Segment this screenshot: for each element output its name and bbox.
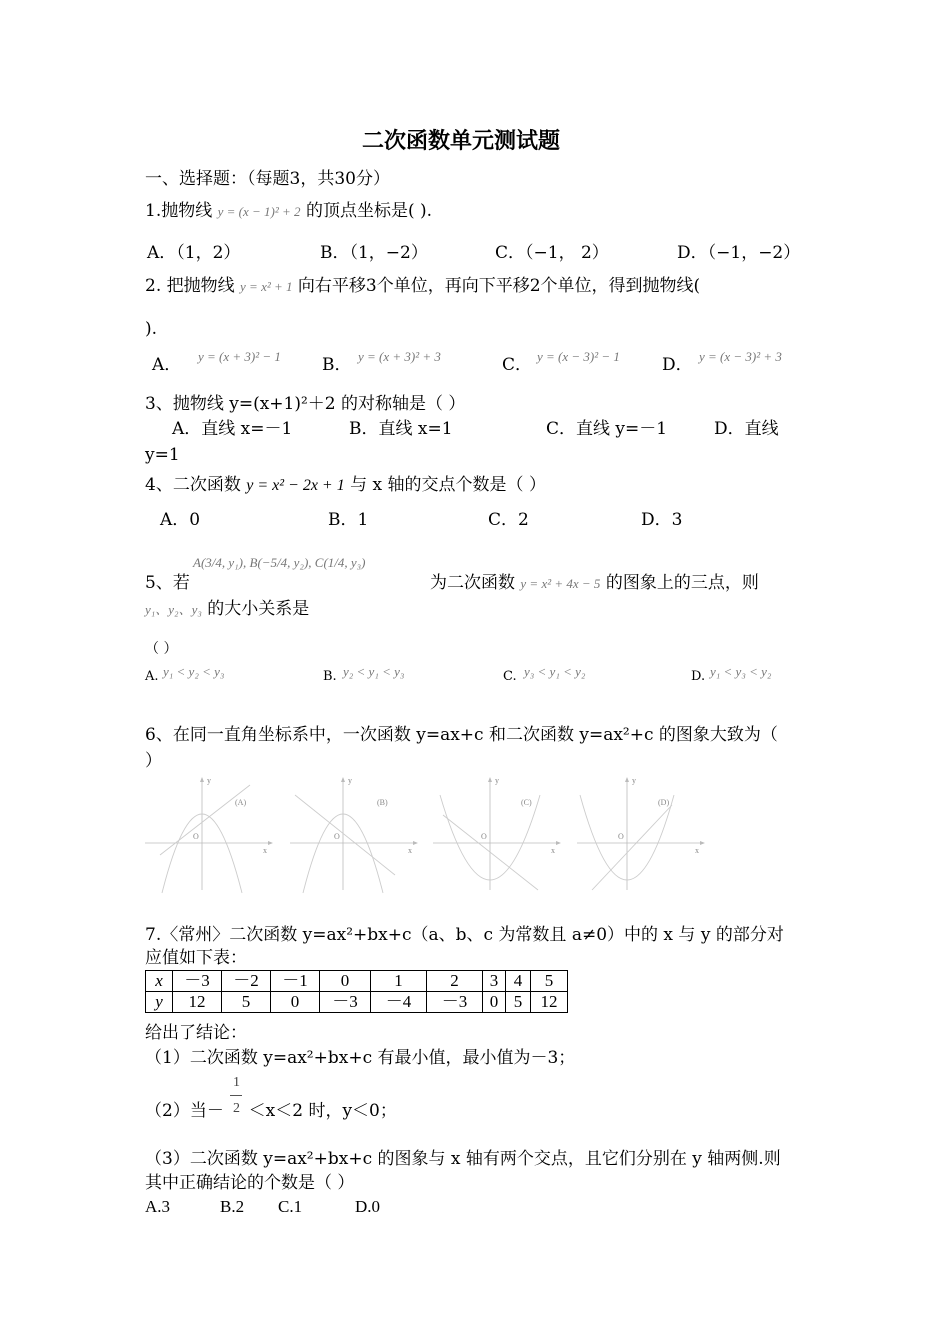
q7-option-b: B.2 [220, 1197, 245, 1216]
q7-option-d: D.0 [355, 1197, 381, 1216]
page-title: 二次函数单元测试题 [362, 128, 561, 154]
origin-label: O [481, 832, 487, 841]
q6-graph-a [140, 775, 280, 895]
q5-option-b-letter: B. [323, 669, 337, 684]
q5-formula: y = x² + 4x − 5 [520, 576, 601, 591]
table-cell: －3 [173, 971, 222, 992]
q5-stem-post: 的图象上的三点，则 [605, 573, 759, 593]
origin-label: O [193, 832, 199, 841]
table-header-x: x [146, 971, 173, 992]
table-row-y [146, 992, 568, 1013]
q2-option-d-formula: y = (x − 3)² + 3 [699, 349, 782, 364]
q5-option-a-letter: A. [145, 669, 159, 684]
q5-option-d-letter: D. [691, 669, 706, 684]
y-arrow-icon [341, 777, 345, 782]
table-cell: 0 [320, 971, 371, 992]
q6-graph-d-svg [572, 775, 712, 895]
q2-option-d-letter: D． [662, 355, 693, 375]
x-arrow-icon [556, 841, 561, 845]
q2-option-c-letter: C． [502, 355, 533, 375]
y-label: y [207, 776, 211, 785]
q5-vars-post: 的大小关系是 [207, 599, 310, 619]
question-1 [145, 200, 432, 223]
q6-graph-c-svg [428, 775, 568, 895]
y-arrow-icon [200, 777, 204, 782]
q2-stem-pre: 2. 把抛物线 [145, 276, 235, 296]
q6-graph-c [428, 775, 568, 895]
table-header-y: y [146, 992, 173, 1013]
line [295, 795, 395, 875]
x-label: x [551, 846, 555, 855]
question-7-line2: 应值如下表： [145, 948, 247, 968]
x-label: x [408, 846, 412, 855]
line [160, 785, 250, 855]
table-cell: 12 [173, 992, 222, 1013]
q3-option-a: A．直线 x=－1 [172, 419, 293, 439]
table-cell: 1 [371, 971, 427, 992]
y-label: y [632, 776, 636, 785]
q4-stem-post: 与 x 轴的交点个数是（ ） [350, 475, 546, 495]
value-table [145, 970, 568, 1013]
q4-formula: y = x² − 2x + 1 [246, 477, 345, 494]
q6-graph-d [572, 775, 712, 895]
table-cell: 2 [427, 971, 483, 992]
line [592, 805, 672, 890]
q5-option-d-formula: y₁ < y₃ < y₂ [710, 664, 772, 679]
q4-option-d: D．3 [641, 510, 683, 530]
q2-stem-post: 向右平移3个单位，再向下平移2个单位，得到抛物线( [297, 276, 701, 296]
y-label: y [495, 776, 499, 785]
q1-option-d: D．（−1，−2） [677, 243, 801, 263]
q5-vars-line [145, 598, 309, 621]
table-row-x [146, 971, 568, 992]
q5-option-a-formula: y₁ < y₂ < y₃ [163, 664, 225, 679]
question-5 [430, 572, 759, 595]
q5-vars: y₁、y₂、y₃ [145, 602, 202, 617]
q6-graph-b [285, 775, 425, 895]
q1-formula: y = (x − 1)² + 2 [217, 204, 301, 219]
q7-conclusion-3-line2: 其中正确结论的个数是（ ） [145, 1173, 355, 1193]
q3-option-d: D．直线 [714, 419, 779, 439]
table-cell: 5 [506, 992, 531, 1013]
table-cell: 0 [483, 992, 506, 1013]
q2-option-b-letter: B． [322, 355, 352, 375]
q7-c2-pre: （2）当－ [145, 1101, 224, 1121]
q7-option-a: A.3 [145, 1197, 171, 1216]
q2-stem-end: ). [145, 319, 158, 339]
q6-graph-b-svg [285, 775, 425, 895]
graph-label: (A) [235, 798, 247, 807]
question-6: 6、在同一直角坐标系中，一次函数 y=ax+c 和二次函数 y=ax²+c 的图象大致为（ [145, 725, 778, 745]
table-cell: 12 [531, 992, 568, 1013]
y-arrow-icon [625, 777, 629, 782]
q4-option-b: B．1 [328, 510, 369, 530]
q4-option-a: A．0 [160, 510, 201, 530]
table-cell: 5 [222, 992, 271, 1013]
q4-option-c: C．2 [488, 510, 529, 530]
table-cell: 5 [531, 971, 568, 992]
q7-frac-bar [230, 1095, 242, 1096]
y-label: y [348, 776, 352, 785]
table-cell: －3 [320, 992, 371, 1013]
table-cell: －3 [427, 992, 483, 1013]
q3-option-b: B．直线 x=1 [349, 419, 453, 439]
x-label: x [695, 846, 699, 855]
q6-stem-end: ） [145, 751, 162, 771]
q1-option-b: B．（1，−2） [320, 243, 428, 263]
section-heading: 一、选择题：（每题3，共30分） [145, 169, 390, 189]
q5-option-c-letter: C. [503, 669, 517, 684]
x-arrow-icon [268, 841, 273, 845]
q2-option-a-letter: A． [152, 355, 182, 375]
question-3: 3、抛物线 y=(x+1)²＋2 的对称轴是（ ） [145, 394, 466, 414]
q5-stem-mid: 为二次函数 [430, 573, 515, 593]
q5-option-c-formula: y₃ < y₁ < y₂ [524, 664, 586, 679]
q2-option-a-formula: y = (x + 3)² − 1 [198, 349, 281, 364]
line [443, 815, 538, 890]
graph-label: (B) [377, 798, 388, 807]
q3-option-d-wrap: y=1 [145, 445, 180, 465]
x-arrow-icon [700, 841, 705, 845]
table-cell: 4 [506, 971, 531, 992]
q7-c2-post: ＜x＜2 时，y＜0； [248, 1101, 397, 1121]
q5-paren: （ ） [145, 641, 178, 657]
q1-option-c: C．（−1， 2） [495, 243, 609, 263]
q1-option-a: A．（1，2） [147, 243, 241, 263]
graph-label: (C) [521, 798, 532, 807]
question-4 [145, 474, 546, 497]
q7-frac-den: 2 [233, 1101, 240, 1116]
y-arrow-icon [488, 777, 492, 782]
q5-points: A(3/4, y₁), B(−5/4, y₂), C(1/4, y₃) [193, 555, 366, 570]
table-cell: 3 [483, 971, 506, 992]
origin-label: O [618, 832, 624, 841]
table-cell: －1 [271, 971, 320, 992]
table-cell: －4 [371, 992, 427, 1013]
q1-stem-post: 的顶点坐标是( ). [305, 201, 433, 221]
table-cell: 0 [271, 992, 320, 1013]
question-7-line1: 7.〈常州〉二次函数 y=ax²+bx+c（a、b、c 为常数且 a≠0）中的 x 与 y 的部分对 [145, 925, 784, 945]
q7-conclusion-1: （1）二次函数 y=ax²+bx+c 有最小值，最小值为－3； [145, 1048, 576, 1068]
q7-conclusion-2 [145, 1100, 397, 1122]
q2-option-b-formula: y = (x + 3)² + 3 [358, 349, 441, 364]
origin-label: O [334, 832, 340, 841]
q1-stem-pre: 1.抛物线 [145, 201, 213, 221]
q7-given: 给出了结论： [145, 1023, 247, 1043]
q2-option-c-formula: y = (x − 3)² − 1 [537, 349, 620, 364]
x-arrow-icon [413, 841, 418, 845]
q5-stem-pre: 5、若 [145, 573, 190, 593]
q7-frac-num: 1 [233, 1075, 240, 1090]
q7-option-c: C.1 [278, 1197, 303, 1216]
graph-label: (D) [658, 798, 670, 807]
question-2 [145, 275, 700, 298]
q5-option-b-formula: y₂ < y₁ < y₃ [343, 664, 405, 679]
q6-graph-a-svg [140, 775, 280, 895]
table-cell: －2 [222, 971, 271, 992]
q3-option-c: C．直线 y=－1 [546, 419, 668, 439]
x-label: x [263, 846, 267, 855]
q7-conclusion-3-line1: （3）二次函数 y=ax²+bx+c 的图象与 x 轴有两个交点，且它们分别在 y 轴两侧.则 [145, 1149, 781, 1169]
q4-stem-pre: 4、二次函数 [145, 475, 241, 495]
q2-formula: y = x² + 1 [240, 279, 293, 294]
